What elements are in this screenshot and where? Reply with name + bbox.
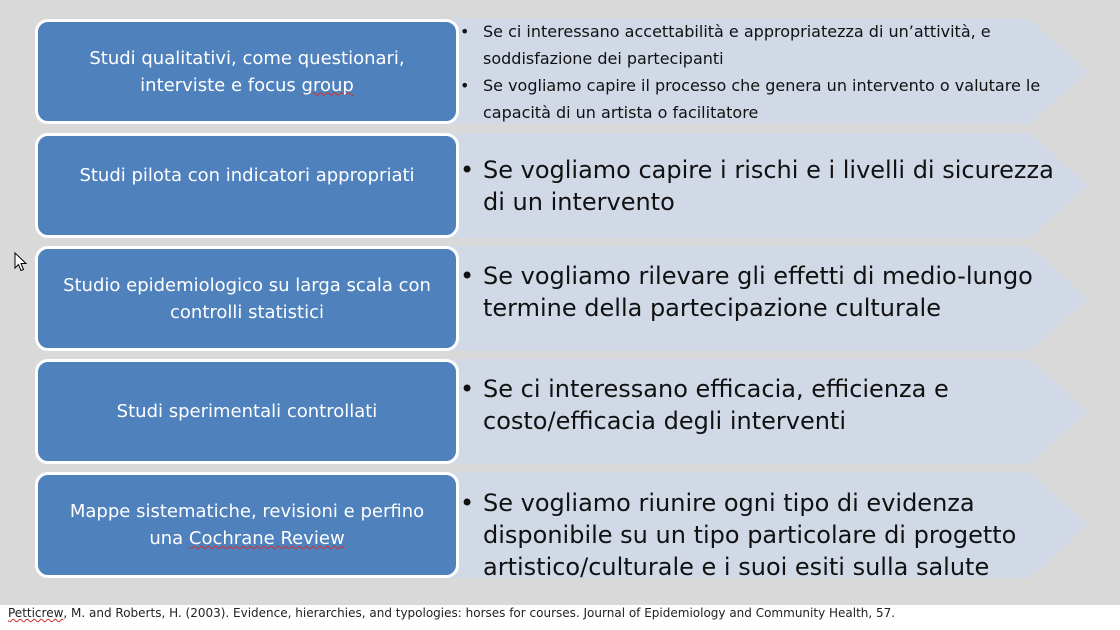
purpose-list xyxy=(460,133,1060,238)
method-box-epidemiological[interactable] xyxy=(35,246,459,351)
method-box-pilot[interactable] xyxy=(35,133,459,238)
method-box-systematic[interactable] xyxy=(35,472,459,578)
method-row-qualitative xyxy=(0,19,1120,124)
method-label: Studi pilota con indicatori appropriati xyxy=(79,165,415,186)
method-label: Studi sperimentali controllati xyxy=(116,401,378,422)
purpose-list xyxy=(460,472,1060,593)
method-label-tail: Cochrane Review xyxy=(188,528,345,549)
method-label: Mappe sistematiche, revisioni e perfino una xyxy=(69,501,425,549)
citation-footnote xyxy=(8,604,895,622)
purpose-bullet: • Se vogliamo riunire ogni tipo di evidenza disponibile su un tipo particolare di progetto artistico/culturale e i suoi esiti sulla salute xyxy=(460,487,1060,583)
method-row-systematic xyxy=(0,472,1120,581)
method-box-qualitative[interactable] xyxy=(35,19,459,124)
method-row-epidemiological xyxy=(0,246,1120,351)
citation-author: Petticrew xyxy=(8,606,64,620)
purpose-list xyxy=(460,246,1060,365)
method-row-experimental xyxy=(0,359,1120,464)
purpose-bullet: • Se ci interessano accettabilità e appropriatezza di un’attività, e soddisfazione dei partecipanti xyxy=(460,18,1060,72)
method-label-tail: group xyxy=(301,74,354,96)
purpose-bullet: • Se vogliamo rilevare gli effetti di medio-lungo termine della partecipazione culturale xyxy=(460,260,1060,324)
method-row-pilot xyxy=(0,133,1120,238)
purpose-bullet: • Se vogliamo capire i rischi e i livelli di sicurezza di un intervento xyxy=(460,154,1060,218)
method-label: Studio epidemiologico su larga scala con controlli statistici xyxy=(63,274,431,323)
mouse-pointer-icon xyxy=(14,252,28,272)
method-box-experimental[interactable] xyxy=(35,359,459,464)
purpose-bullet: • Se vogliamo capire il processo che genera un intervento o valutare le capacità di un artista o facilitatore xyxy=(460,72,1060,126)
citation-text: , M. and Roberts, H. (2003). Evidence, hierarchies, and typologies: horses for courses. Journal of Epidemiology and Community Health, 57. xyxy=(63,606,896,620)
purpose-list xyxy=(460,359,1060,478)
method-label: Studi qualitativi, come questionari, interviste e focus xyxy=(89,47,405,96)
purpose-bullet: • Se ci interessano efficacia, efficienza e costo/efficacia degli interventi xyxy=(460,373,1060,437)
purpose-list xyxy=(460,19,1060,124)
